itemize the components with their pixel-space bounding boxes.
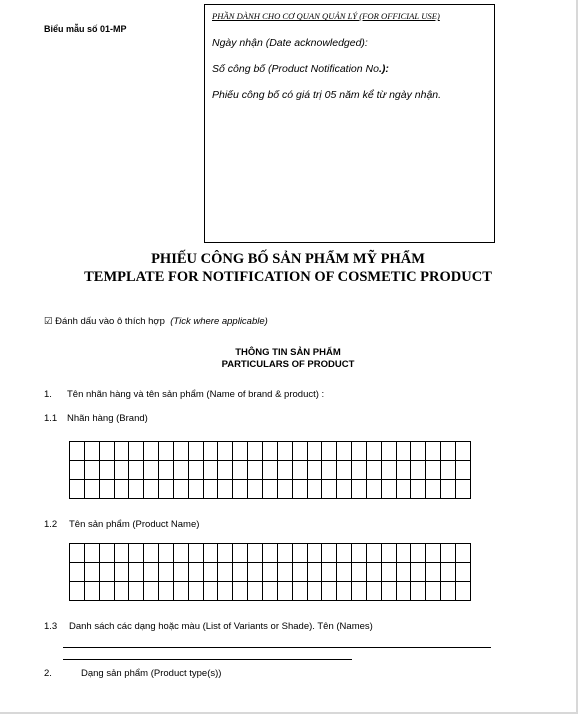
tick-instruction-en: (Tick where applicable): [170, 316, 268, 327]
grid-cell[interactable]: [100, 442, 115, 461]
grid-cell[interactable]: [70, 544, 85, 563]
grid-cell[interactable]: [233, 544, 248, 563]
grid-cell[interactable]: [100, 582, 115, 601]
tick-instruction: [44, 316, 268, 327]
grid-cell[interactable]: [293, 563, 308, 582]
grid-cell[interactable]: [426, 544, 441, 563]
grid-cell[interactable]: [337, 442, 352, 461]
grid-cell[interactable]: [352, 480, 367, 499]
grid-cell[interactable]: [159, 442, 174, 461]
grid-cell[interactable]: [115, 480, 130, 499]
question-1-2-text: Tên sản phẩm (Product Name): [69, 519, 200, 530]
grid-cell[interactable]: [322, 480, 337, 499]
grid-cell[interactable]: [352, 544, 367, 563]
grid-cell[interactable]: [441, 563, 456, 582]
grid-cell[interactable]: [382, 563, 397, 582]
grid-cell[interactable]: [100, 461, 115, 480]
grid-cell[interactable]: [100, 563, 115, 582]
grid-cell[interactable]: [278, 582, 293, 601]
grid-cell[interactable]: [308, 442, 323, 461]
grid-cell[interactable]: [85, 480, 100, 499]
grid-cell[interactable]: [308, 582, 323, 601]
grid-cell[interactable]: [70, 461, 85, 480]
grid-cell[interactable]: [426, 442, 441, 461]
grid-cell[interactable]: [129, 480, 144, 499]
grid-cell[interactable]: [218, 544, 233, 563]
grid-cell[interactable]: [248, 442, 263, 461]
grid-cell[interactable]: [426, 461, 441, 480]
grid-cell[interactable]: [248, 563, 263, 582]
question-2-number: 2.: [44, 668, 52, 679]
section-heading-vi: THÔNG TIN SẢN PHẨM: [235, 347, 341, 358]
grid-cell[interactable]: [129, 582, 144, 601]
grid-cell[interactable]: [426, 563, 441, 582]
official-use-heading: PHẦN DÀNH CHO CƠ QUAN QUẢN LÝ (FOR OFFICIAL USE): [212, 11, 440, 21]
grid-cell[interactable]: [189, 563, 204, 582]
grid-cell[interactable]: [218, 582, 233, 601]
grid-cell[interactable]: [397, 480, 412, 499]
grid-cell[interactable]: [411, 563, 426, 582]
grid-cell[interactable]: [115, 563, 130, 582]
grid-cell[interactable]: [85, 442, 100, 461]
grid-cell[interactable]: [129, 544, 144, 563]
brand-input-grid[interactable]: [69, 441, 471, 499]
grid-cell[interactable]: [397, 563, 412, 582]
grid-cell[interactable]: [189, 544, 204, 563]
grid-cell[interactable]: [174, 544, 189, 563]
grid-cell[interactable]: [382, 442, 397, 461]
grid-cell[interactable]: [293, 480, 308, 499]
grid-cell[interactable]: [144, 442, 159, 461]
notification-number-label: [212, 63, 389, 75]
grid-cell[interactable]: [411, 544, 426, 563]
grid-cell[interactable]: [456, 461, 471, 480]
grid-cell[interactable]: [382, 582, 397, 601]
notification-number-suffix: .):: [378, 63, 389, 75]
grid-cell[interactable]: [397, 461, 412, 480]
section-heading-en: PARTICULARS OF PRODUCT: [221, 359, 355, 370]
grid-cell[interactable]: [278, 480, 293, 499]
question-2-text: Dạng sản phẩm (Product type(s)): [81, 668, 222, 679]
grid-cell[interactable]: [70, 442, 85, 461]
question-1-3-number: 1.3: [44, 621, 58, 632]
grid-cell[interactable]: [263, 582, 278, 601]
grid-cell[interactable]: [278, 563, 293, 582]
grid-cell[interactable]: [322, 461, 337, 480]
grid-cell[interactable]: [85, 461, 100, 480]
grid-cell[interactable]: [308, 563, 323, 582]
date-acknowledged-label: Ngày nhận (Date acknowledged):: [212, 37, 368, 49]
grid-cell[interactable]: [204, 544, 219, 563]
grid-cell[interactable]: [456, 544, 471, 563]
grid-cell[interactable]: [144, 582, 159, 601]
grid-cell[interactable]: [441, 442, 456, 461]
variants-answer-line-2[interactable]: [63, 659, 352, 660]
grid-cell[interactable]: [174, 563, 189, 582]
form-code: Biểu mẫu số 01-MP: [44, 24, 127, 34]
grid-cell[interactable]: [456, 442, 471, 461]
grid-cell[interactable]: [129, 442, 144, 461]
grid-cell[interactable]: [337, 582, 352, 601]
grid-cell[interactable]: [441, 544, 456, 563]
grid-cell[interactable]: [278, 461, 293, 480]
grid-cell[interactable]: [100, 480, 115, 499]
grid-cell[interactable]: [85, 544, 100, 563]
grid-cell[interactable]: [189, 442, 204, 461]
grid-cell[interactable]: [293, 461, 308, 480]
grid-cell[interactable]: [204, 582, 219, 601]
grid-cell[interactable]: [189, 480, 204, 499]
grid-cell[interactable]: [293, 582, 308, 601]
grid-cell[interactable]: [263, 563, 278, 582]
grid-cell[interactable]: [337, 563, 352, 582]
grid-cell[interactable]: [367, 461, 382, 480]
grid-cell[interactable]: [367, 544, 382, 563]
grid-cell[interactable]: [278, 442, 293, 461]
grid-cell[interactable]: [204, 480, 219, 499]
grid-cell[interactable]: [263, 544, 278, 563]
grid-cell[interactable]: [397, 582, 412, 601]
grid-cell[interactable]: [352, 461, 367, 480]
question-1-number: 1.: [44, 389, 52, 400]
grid-cell[interactable]: [411, 442, 426, 461]
grid-cell[interactable]: [456, 480, 471, 499]
grid-cell[interactable]: [233, 563, 248, 582]
grid-cell[interactable]: [218, 480, 233, 499]
grid-cell[interactable]: [233, 461, 248, 480]
official-use-box: [204, 4, 495, 243]
grid-cell[interactable]: [337, 461, 352, 480]
grid-cell[interactable]: [159, 563, 174, 582]
question-1-1-text: Nhãn hàng (Brand): [67, 413, 148, 424]
grid-cell[interactable]: [411, 480, 426, 499]
grid-cell[interactable]: [233, 480, 248, 499]
grid-cell[interactable]: [426, 480, 441, 499]
grid-cell[interactable]: [441, 480, 456, 499]
grid-cell[interactable]: [352, 442, 367, 461]
grid-cell[interactable]: [144, 544, 159, 563]
grid-cell[interactable]: [70, 582, 85, 601]
grid-cell[interactable]: [248, 582, 263, 601]
grid-cell[interactable]: [174, 442, 189, 461]
question-1: [44, 389, 324, 400]
grid-cell[interactable]: [218, 461, 233, 480]
validity-note: Phiếu công bố có giá trị 05 năm kể từ ngày nhận.: [212, 89, 442, 101]
grid-cell[interactable]: [204, 563, 219, 582]
question-1-2: [44, 519, 199, 530]
grid-cell[interactable]: [248, 480, 263, 499]
grid-cell[interactable]: [204, 442, 219, 461]
question-1-3-text: Danh sách các dạng hoặc màu (List of Variants or Shade). Tên (Names): [69, 621, 373, 632]
variants-answer-line-1[interactable]: [63, 647, 491, 648]
question-1-1-number: 1.1: [44, 413, 58, 424]
grid-cell[interactable]: [308, 544, 323, 563]
grid-cell[interactable]: [322, 442, 337, 461]
grid-cell[interactable]: [456, 582, 471, 601]
question-1-3: [44, 621, 373, 632]
grid-cell[interactable]: [322, 544, 337, 563]
grid-cell[interactable]: [397, 544, 412, 563]
grid-cell[interactable]: [115, 442, 130, 461]
title-english: TEMPLATE FOR NOTIFICATION OF COSMETIC PRODUCT: [84, 269, 492, 285]
grid-cell[interactable]: [248, 544, 263, 563]
grid-cell[interactable]: [263, 461, 278, 480]
grid-cell[interactable]: [382, 544, 397, 563]
grid-cell[interactable]: [189, 461, 204, 480]
grid-cell[interactable]: [367, 582, 382, 601]
grid-cell[interactable]: [174, 461, 189, 480]
grid-cell[interactable]: [263, 442, 278, 461]
grid-cell[interactable]: [70, 563, 85, 582]
grid-cell[interactable]: [115, 461, 130, 480]
grid-cell[interactable]: [159, 480, 174, 499]
grid-cell[interactable]: [85, 563, 100, 582]
grid-cell[interactable]: [308, 461, 323, 480]
grid-cell[interactable]: [293, 544, 308, 563]
grid-cell[interactable]: [411, 582, 426, 601]
checkbox-checked-icon: ☑: [44, 316, 53, 327]
notification-number-text: Số công bố (Product Notification No: [212, 63, 379, 75]
grid-cell[interactable]: [129, 563, 144, 582]
grid-cell[interactable]: [233, 442, 248, 461]
grid-cell[interactable]: [352, 582, 367, 601]
question-1-1: [44, 413, 148, 424]
grid-cell[interactable]: [218, 563, 233, 582]
grid-cell[interactable]: [115, 582, 130, 601]
grid-cell[interactable]: [159, 461, 174, 480]
grid-cell[interactable]: [337, 544, 352, 563]
question-1-text: Tên nhãn hàng và tên sản phẩm (Name of brand & product) :: [67, 389, 325, 400]
grid-cell[interactable]: [322, 563, 337, 582]
grid-cell[interactable]: [204, 461, 219, 480]
grid-cell[interactable]: [144, 461, 159, 480]
grid-cell[interactable]: [144, 563, 159, 582]
grid-cell[interactable]: [248, 461, 263, 480]
grid-cell[interactable]: [293, 442, 308, 461]
question-1-2-number: 1.2: [44, 519, 58, 530]
grid-cell[interactable]: [115, 544, 130, 563]
grid-cell[interactable]: [352, 563, 367, 582]
grid-cell[interactable]: [308, 480, 323, 499]
grid-cell[interactable]: [70, 480, 85, 499]
grid-cell[interactable]: [426, 582, 441, 601]
grid-cell[interactable]: [441, 582, 456, 601]
grid-cell[interactable]: [367, 442, 382, 461]
grid-cell[interactable]: [189, 582, 204, 601]
grid-cell[interactable]: [367, 563, 382, 582]
grid-cell[interactable]: [397, 442, 412, 461]
grid-cell[interactable]: [144, 480, 159, 499]
grid-cell[interactable]: [85, 582, 100, 601]
grid-cell[interactable]: [337, 480, 352, 499]
product-name-input-grid[interactable]: [69, 543, 471, 601]
grid-cell[interactable]: [129, 461, 144, 480]
grid-cell[interactable]: [441, 461, 456, 480]
grid-cell[interactable]: [159, 544, 174, 563]
grid-cell[interactable]: [278, 544, 293, 563]
title-vietnamese: PHIẾU CÔNG BỐ SẢN PHẨM MỸ PHẨM: [151, 251, 425, 267]
grid-cell[interactable]: [218, 442, 233, 461]
grid-cell[interactable]: [263, 480, 278, 499]
grid-cell[interactable]: [159, 582, 174, 601]
grid-cell[interactable]: [174, 582, 189, 601]
grid-cell[interactable]: [382, 480, 397, 499]
tick-instruction-vi: Đánh dấu vào ô thích hợp: [55, 316, 165, 327]
grid-cell[interactable]: [367, 480, 382, 499]
question-2: [44, 668, 221, 679]
grid-cell[interactable]: [174, 480, 189, 499]
grid-cell[interactable]: [233, 582, 248, 601]
grid-cell[interactable]: [382, 461, 397, 480]
grid-cell[interactable]: [456, 563, 471, 582]
grid-cell[interactable]: [100, 544, 115, 563]
grid-cell[interactable]: [322, 582, 337, 601]
grid-cell[interactable]: [411, 461, 426, 480]
